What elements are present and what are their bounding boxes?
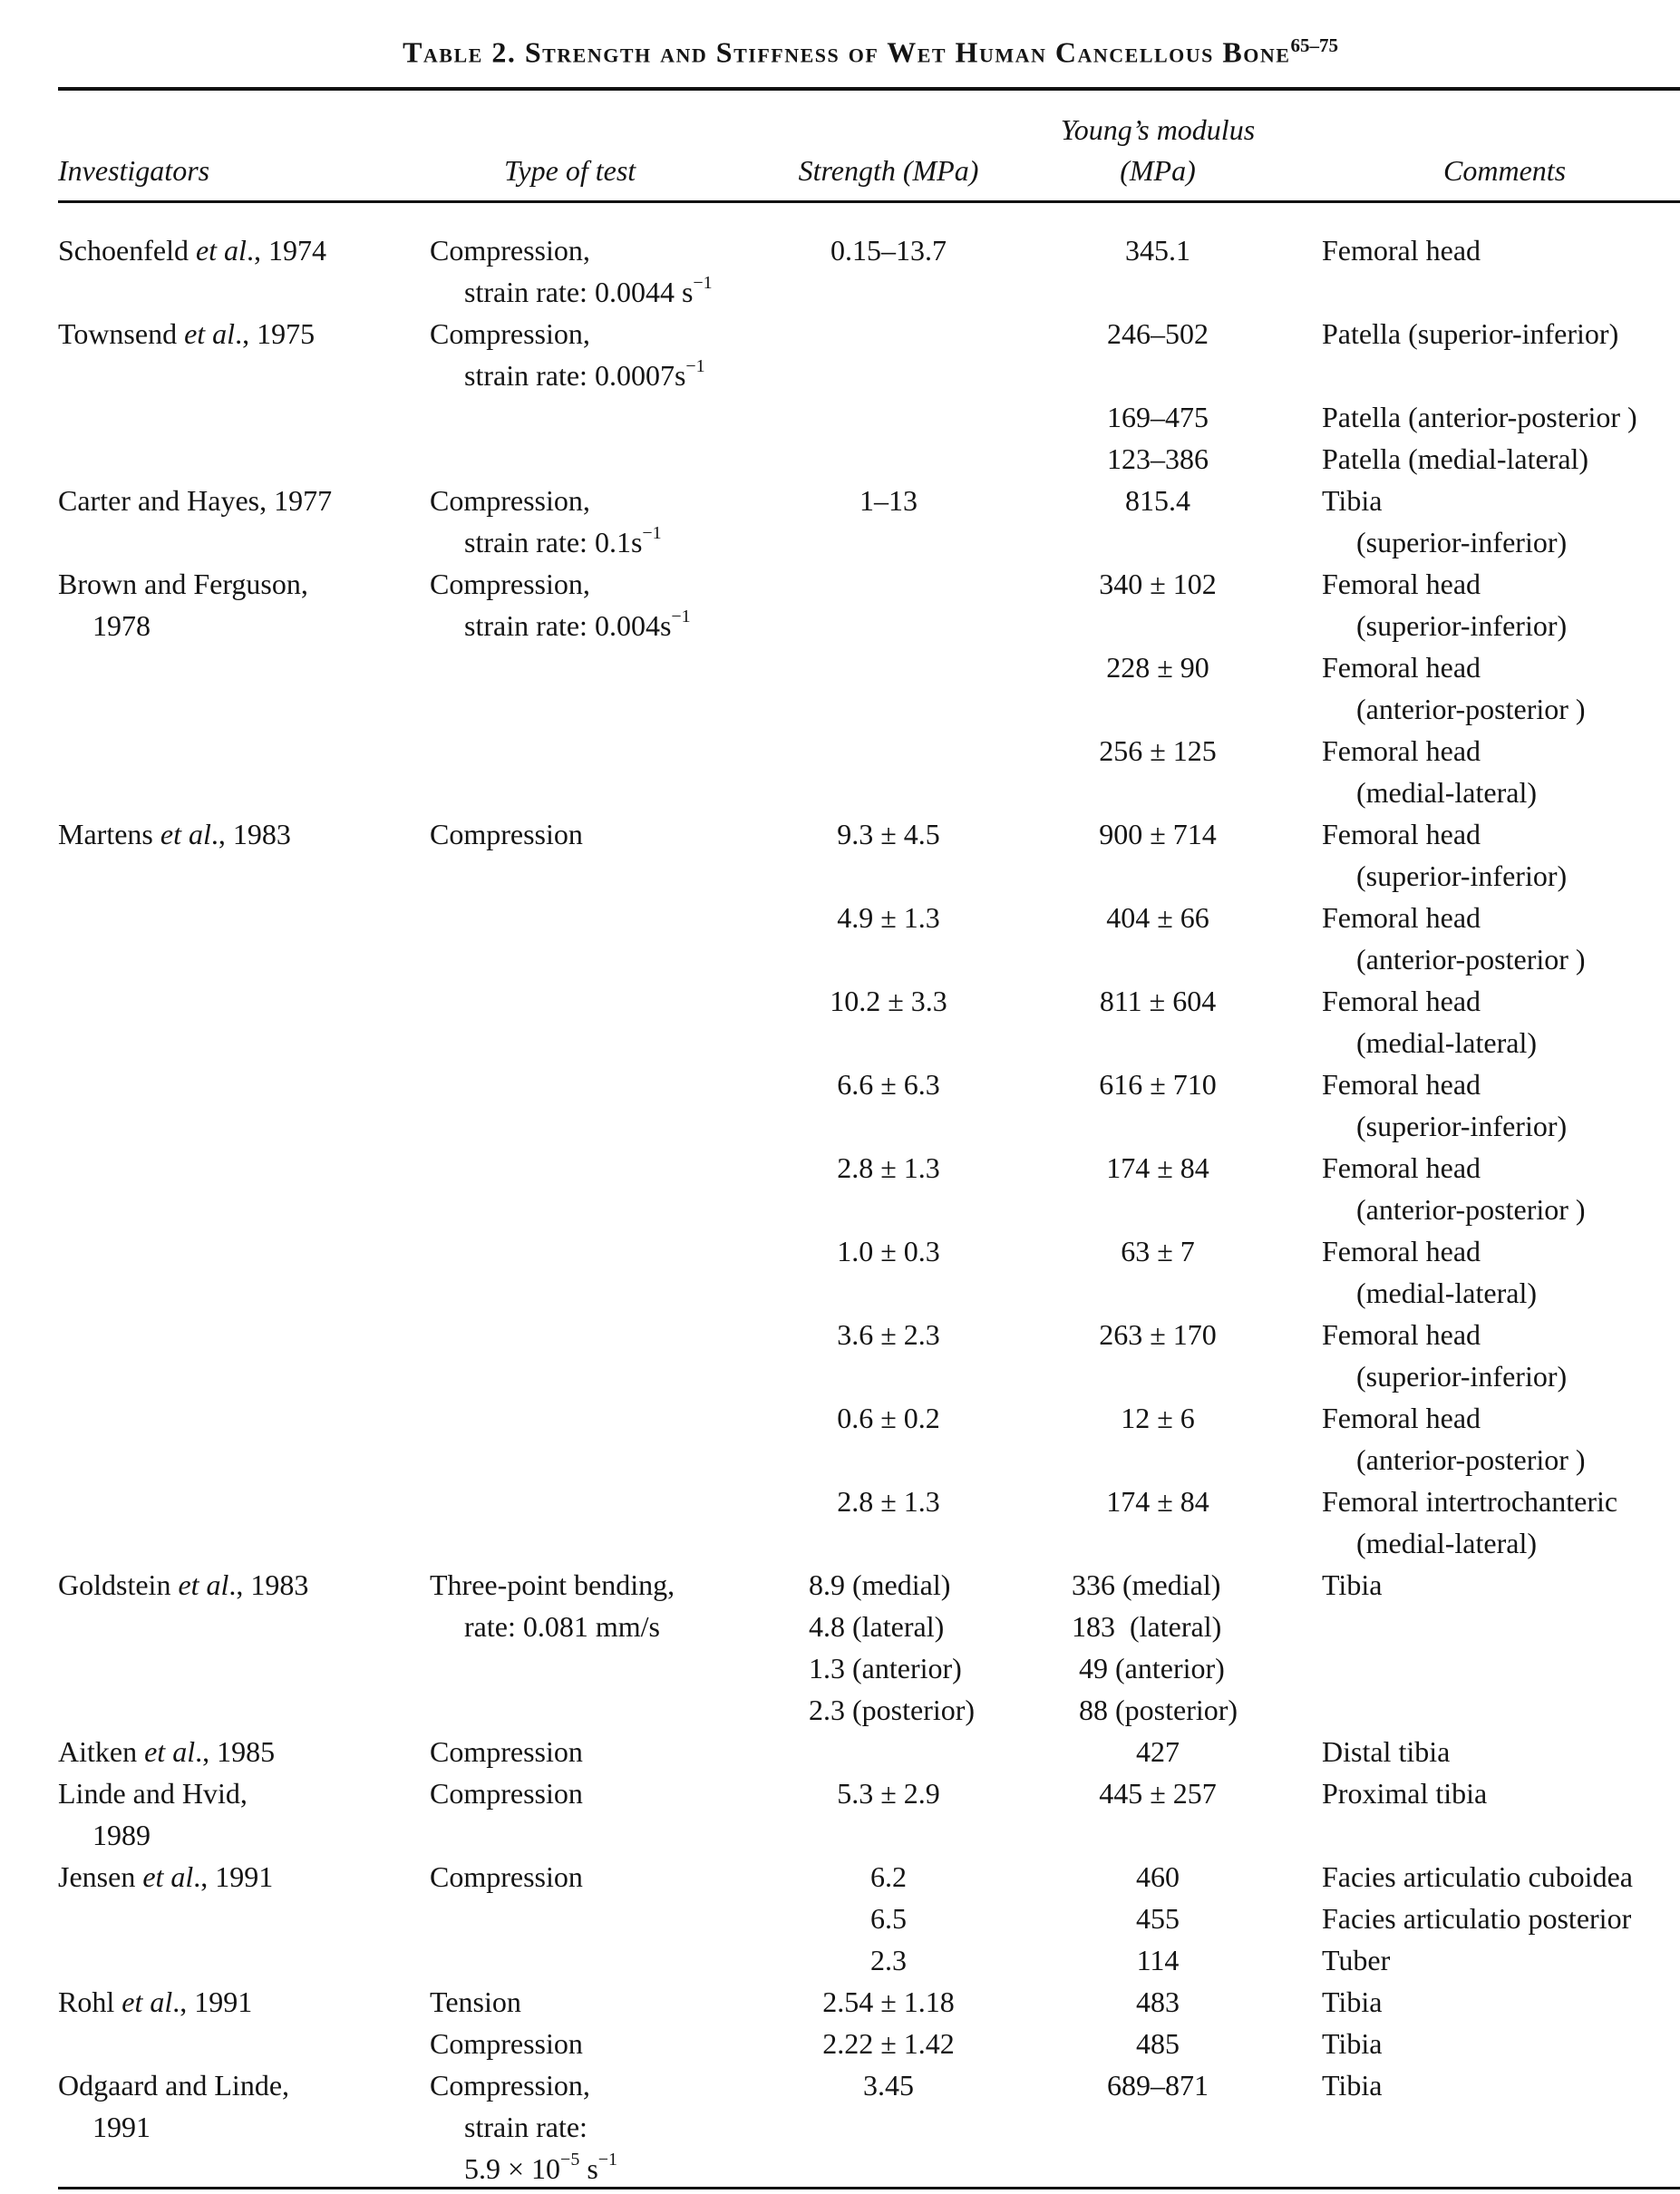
type-of-test-sup: −1 xyxy=(685,356,705,377)
comment-cell: Femoral head xyxy=(1322,651,1481,684)
table-title-text: Table 2. Strength and Stiffness of Wet Human Cancellous Bone xyxy=(403,35,1291,69)
comment-cell: Distal tibia xyxy=(1322,1735,1451,1768)
modulus-cell: 483 xyxy=(1136,1985,1180,2018)
comment-cell: Femoral head xyxy=(1322,734,1481,767)
comment-cell-cont: (medial-lateral) xyxy=(1356,1026,1537,1059)
comment-cell: Femoral head xyxy=(1322,568,1481,600)
investigator-name: Jensen xyxy=(58,1860,136,1893)
type-of-test-cell-cont xyxy=(430,521,662,563)
strength-cell: 3.6 ± 2.3 xyxy=(837,1318,940,1351)
comment-cell: Tuber xyxy=(1322,1944,1391,1976)
investigator-year: ., 1991 xyxy=(193,1860,274,1893)
comment-cell: Femoral intertrochanteric xyxy=(1322,1485,1618,1518)
type-of-test-cell: Compression xyxy=(430,1860,583,1893)
comment-cell: Facies articulatio posterior xyxy=(1322,1902,1632,1935)
type-of-test-text: strain rate: 0.0007s xyxy=(464,359,686,392)
strength-cell: 9.3 ± 4.5 xyxy=(837,818,940,850)
modulus-cell: 246–502 xyxy=(1107,317,1209,350)
modulus-cell: 114 xyxy=(1136,1944,1180,1976)
type-of-test-cell: Compression, xyxy=(430,234,590,267)
modulus-cell: 811 ± 604 xyxy=(1099,985,1217,1017)
comment-cell: Femoral head xyxy=(1322,1151,1481,1184)
type-of-test-cell: Compression, xyxy=(430,2069,590,2102)
strength-cell: 2.8 ± 1.3 xyxy=(837,1151,940,1184)
investigator-name: Townsend xyxy=(58,317,178,350)
investigator-year: ., 1983 xyxy=(210,818,291,850)
comment-cell: Facies articulatio cuboidea xyxy=(1322,1860,1633,1893)
investigator-year: ., 1975 xyxy=(235,317,316,350)
investigator-name: Goldstein xyxy=(58,1568,171,1601)
strength-cell: 6.6 ± 6.3 xyxy=(837,1068,940,1101)
investigator-year: ., 1983 xyxy=(228,1568,309,1601)
type-of-test-cell-cont xyxy=(430,1606,660,1647)
header-modulus-line1: Young’s modulus xyxy=(1060,113,1256,146)
modulus-cell: 123–386 xyxy=(1107,442,1209,475)
type-of-test-suffix: s xyxy=(579,2152,598,2185)
investigator-year: ., 1985 xyxy=(195,1735,276,1768)
type-of-test-cell: Compression, xyxy=(430,568,590,600)
comment-cell: Patella (superior-inferior) xyxy=(1322,317,1619,350)
comment-cell-cont: (superior-inferior) xyxy=(1356,1110,1568,1142)
modulus-cell: 815.4 xyxy=(1125,484,1190,517)
bottom-rule xyxy=(58,2187,1680,2189)
type-of-test-cell: Compression, xyxy=(430,317,590,350)
strength-cell-line: 1.3 (anterior) xyxy=(809,1652,962,1684)
strength-cell: 6.5 xyxy=(870,1902,907,1935)
modulus-cell: 228 ± 90 xyxy=(1106,651,1209,684)
investigator-name: Martens xyxy=(58,818,153,850)
investigator-cell xyxy=(58,313,315,354)
modulus-cell: 256 ± 125 xyxy=(1099,734,1217,767)
investigator-year: ., 1974 xyxy=(246,234,326,267)
investigator-cell xyxy=(58,1981,252,2023)
type-of-test-cell-cont xyxy=(430,271,713,313)
modulus-cell: 460 xyxy=(1136,1860,1180,1893)
strength-cell-line: 8.9 (medial) xyxy=(809,1568,951,1601)
modulus-cell-line: 183 (lateral) xyxy=(1072,1610,1222,1643)
investigator-cell: Brown and Ferguson, xyxy=(58,568,308,600)
header-modulus-line2: (MPa) xyxy=(1120,154,1196,187)
type-of-test-cell-cont xyxy=(430,354,705,396)
table-title xyxy=(0,34,1680,70)
comment-cell-cont: (anterior-posterior ) xyxy=(1356,943,1586,976)
type-of-test-cell-cont2 xyxy=(430,2148,617,2189)
type-of-test-cell-cont xyxy=(430,2106,588,2148)
investigator-etal: et al xyxy=(178,1568,229,1601)
header-comments: Comments xyxy=(1443,154,1567,187)
type-of-test-text: strain rate: 0.1s xyxy=(464,526,643,558)
investigator-cell xyxy=(58,1856,273,1898)
type-of-test-sup: −1 xyxy=(597,2150,618,2170)
comment-cell-cont: (anterior-posterior ) xyxy=(1356,1443,1586,1476)
modulus-cell: 174 ± 84 xyxy=(1106,1485,1209,1518)
investigator-name: Schoenfeld xyxy=(58,234,189,267)
comment-cell-cont: (superior-inferior) xyxy=(1356,609,1568,642)
strength-cell: 0.6 ± 0.2 xyxy=(837,1402,940,1434)
strength-cell-line: 4.8 (lateral) xyxy=(809,1610,945,1643)
type-of-test-cell: Compression xyxy=(430,2027,583,2060)
comment-cell-cont: (superior-inferior) xyxy=(1356,859,1568,892)
type-of-test-text: 5.9 × 10 xyxy=(464,2152,561,2185)
comment-cell-cont: (anterior-posterior ) xyxy=(1356,1193,1586,1226)
modulus-cell: 174 ± 84 xyxy=(1106,1151,1209,1184)
modulus-cell: 485 xyxy=(1136,2027,1180,2060)
strength-cell: 6.2 xyxy=(870,1860,907,1893)
investigator-cell-cont: 1978 xyxy=(92,609,151,642)
comment-cell: Femoral head xyxy=(1322,1068,1481,1101)
comment-cell: Femoral head xyxy=(1322,818,1481,850)
type-of-test-cell: Tension xyxy=(430,1985,521,2018)
comment-cell: Tibia xyxy=(1322,484,1383,517)
modulus-cell-line: 49 (anterior) xyxy=(1072,1652,1225,1684)
investigator-cell xyxy=(58,1731,275,1772)
comment-cell: Tibia xyxy=(1322,2069,1383,2102)
header-type-of-test: Type of test xyxy=(504,154,636,187)
modulus-cell: 900 ± 714 xyxy=(1099,818,1217,850)
type-of-test-cell: Compression, xyxy=(430,484,590,517)
modulus-cell: 455 xyxy=(1136,1902,1180,1935)
comment-cell: Femoral head xyxy=(1322,234,1481,267)
strength-cell: 1.0 ± 0.3 xyxy=(837,1235,940,1267)
comment-cell: Tibia xyxy=(1322,1985,1383,2018)
header-strength: Strength (MPa) xyxy=(798,154,979,187)
strength-cell-line: 2.3 (posterior) xyxy=(809,1694,976,1726)
investigator-etal: et al xyxy=(195,234,247,267)
type-of-test-cell: Compression xyxy=(430,1735,583,1768)
comment-cell: Femoral head xyxy=(1322,1318,1481,1351)
investigator-cell: Odgaard and Linde, xyxy=(58,2069,290,2102)
investigator-cell-cont: 1989 xyxy=(92,1819,151,1851)
comment-cell-cont: (medial-lateral) xyxy=(1356,776,1537,809)
comment-cell: Patella (medial-lateral) xyxy=(1322,442,1589,475)
comment-cell: Femoral head xyxy=(1322,985,1481,1017)
investigator-cell: Carter and Hayes, 1977 xyxy=(58,484,333,517)
type-of-test-cell: Compression xyxy=(430,1777,583,1810)
comment-cell-cont: (anterior-posterior ) xyxy=(1356,693,1586,725)
investigator-etal: et al xyxy=(184,317,236,350)
strength-cell: 3.45 xyxy=(863,2069,914,2102)
investigator-etal: et al xyxy=(142,1860,194,1893)
modulus-cell: 263 ± 170 xyxy=(1099,1318,1217,1351)
modulus-cell-line: 336 (medial) xyxy=(1072,1568,1221,1601)
investigator-name: Aitken xyxy=(58,1735,138,1768)
type-of-test-text: rate: 0.081 mm/s xyxy=(464,1610,660,1643)
modulus-cell: 689–871 xyxy=(1107,2069,1209,2102)
modulus-cell: 12 ± 6 xyxy=(1121,1402,1195,1434)
investigator-name: Rohl xyxy=(58,1985,115,2018)
modulus-cell: 63 ± 7 xyxy=(1121,1235,1195,1267)
type-of-test-cell-cont xyxy=(430,605,691,646)
modulus-cell: 427 xyxy=(1136,1735,1180,1768)
strength-cell: 4.9 ± 1.3 xyxy=(837,901,940,934)
modulus-cell: 404 ± 66 xyxy=(1106,901,1209,934)
strength-cell: 5.3 ± 2.9 xyxy=(837,1777,940,1810)
type-of-test-text: strain rate: 0.004s xyxy=(464,609,672,642)
investigator-cell xyxy=(58,813,291,855)
type-of-test-sup: −1 xyxy=(671,607,691,627)
modulus-cell-line: 88 (posterior) xyxy=(1072,1694,1238,1726)
investigator-etal: et al xyxy=(121,1985,173,2018)
modulus-cell: 445 ± 257 xyxy=(1099,1777,1217,1810)
investigator-etal: et al xyxy=(144,1735,196,1768)
comment-cell: Femoral head xyxy=(1322,1402,1481,1434)
strength-cell: 0.15–13.7 xyxy=(830,234,947,267)
comment-cell: Femoral head xyxy=(1322,901,1481,934)
modulus-cell: 169–475 xyxy=(1107,401,1209,433)
comment-cell: Tibia xyxy=(1322,1568,1383,1601)
investigator-etal: et al xyxy=(160,818,211,850)
comment-cell: Tibia xyxy=(1322,2027,1383,2060)
type-of-test-sup: −5 xyxy=(560,2150,580,2170)
strength-cell: 2.54 ± 1.18 xyxy=(822,1985,955,2018)
type-of-test-sup: −1 xyxy=(693,273,713,294)
type-of-test-cell: Compression xyxy=(430,818,583,850)
comment-cell-cont: (medial-lateral) xyxy=(1356,1277,1537,1309)
modulus-cell: 340 ± 102 xyxy=(1099,568,1217,600)
comment-cell-cont: (medial-lateral) xyxy=(1356,1527,1537,1559)
type-of-test-text: strain rate: xyxy=(464,2111,588,2143)
strength-cell: 10.2 ± 3.3 xyxy=(830,985,947,1017)
type-of-test-cell: Three-point bending, xyxy=(430,1568,675,1601)
investigator-cell xyxy=(58,229,326,271)
strength-cell: 2.8 ± 1.3 xyxy=(837,1485,940,1518)
modulus-cell: 616 ± 710 xyxy=(1099,1068,1217,1101)
top-rule xyxy=(58,87,1680,91)
modulus-cell: 345.1 xyxy=(1125,234,1190,267)
investigator-year: ., 1991 xyxy=(172,1985,253,2018)
table-title-refs: 65–75 xyxy=(1290,34,1338,56)
investigator-cell xyxy=(58,1564,308,1606)
comment-cell: Femoral head xyxy=(1322,1235,1481,1267)
strength-cell: 2.3 xyxy=(870,1944,907,1976)
type-of-test-text: strain rate: 0.0044 s xyxy=(464,276,694,308)
header-investigators: Investigators xyxy=(58,154,210,187)
strength-cell: 2.22 ± 1.42 xyxy=(822,2027,955,2060)
comment-cell: Proximal tibia xyxy=(1322,1777,1488,1810)
header-rule xyxy=(58,200,1680,203)
type-of-test-sup: −1 xyxy=(642,523,662,544)
comment-cell-cont: (superior-inferior) xyxy=(1356,526,1568,558)
strength-cell: 1–13 xyxy=(859,484,918,517)
comment-cell-cont: (superior-inferior) xyxy=(1356,1360,1568,1393)
investigator-cell-cont: 1991 xyxy=(92,2111,151,2143)
comment-cell: Patella (anterior-posterior ) xyxy=(1322,401,1637,433)
investigator-cell: Linde and Hvid, xyxy=(58,1777,248,1810)
